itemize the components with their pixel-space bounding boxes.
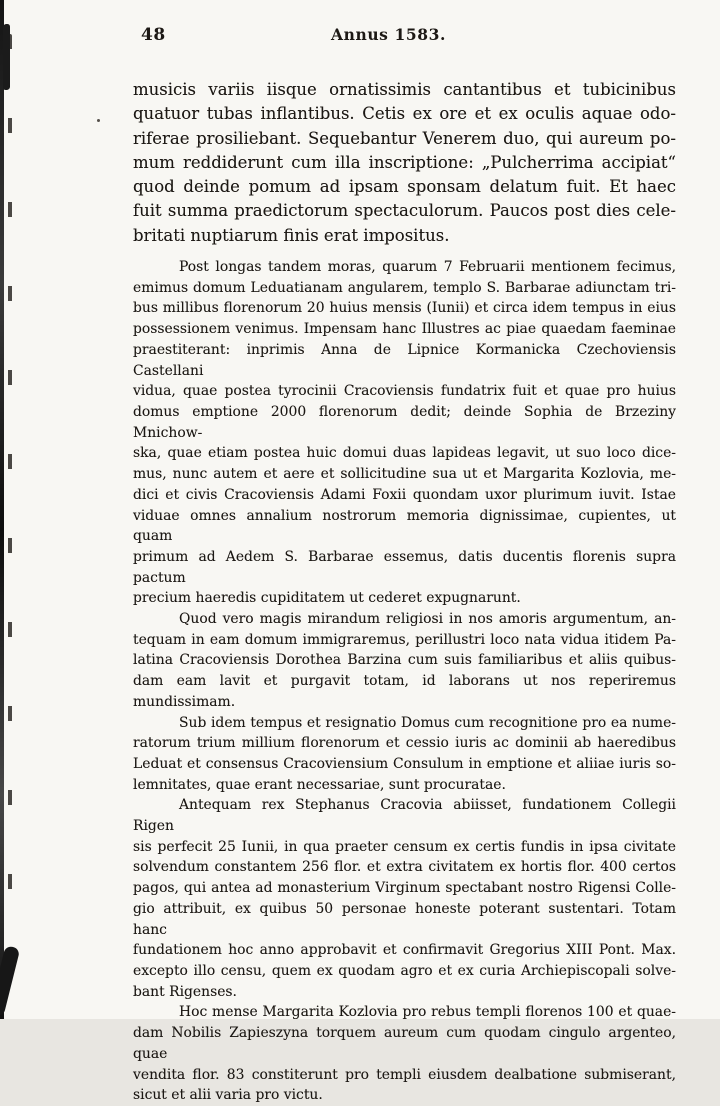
text-line: vidua, quae postea tyrocinii Cracoviensis fundatrix fuit et quae pro huius (133, 383, 676, 400)
text-line: mum reddiderunt cum illa inscriptione: „Pulcherrima accipiat“ (133, 152, 676, 172)
text-line: ratorum trium millium florenorum et cessio iuris ac dominii ab haeredibus (133, 735, 676, 752)
text-line: praestiterant: inprimis Anna de Lipnice Kormanicka Czechoviensis Castellani (133, 341, 676, 379)
text-line: bus millibus florenorum 20 huius mensis (Iunii) et circa idem tempus in eius (133, 300, 676, 317)
scan-artifact-top-blob (3, 24, 10, 91)
text-line: tequam in eam domum immigraremus, perillustri loco nata vidua itidem Pa- (133, 631, 676, 648)
text-line: dici et civis Cracoviensis Adami Foxii quondam uxor plurimum iuvit. Istae (133, 486, 676, 503)
scan-artifact-gutter-dashes (8, 34, 12, 994)
text-line: latina Cracoviensis Dorothea Barzina cum suis familiaribus et aliis quibus- (133, 652, 676, 669)
paragraph (133, 1002, 676, 1106)
text-line: precium haeredis cupiditatem ut cederet expugnarunt. (133, 590, 521, 607)
text-line: possessionem venimus. Impensam hanc Illustres ac piae quaedam faeminae (133, 321, 676, 338)
text-line: fuit summa praedictorum spectaculorum. Paucos post dies cele- (133, 201, 676, 221)
text-line: Sub idem tempus et resignatio Domus cum recognitione pro ea nume- (179, 714, 676, 731)
text-line: mus, nunc autem et aere et sollicitudine sua ut et Margarita Kozlovia, me- (133, 466, 676, 483)
text-line: dam eam lavit et purgavit totam, id laborans ut nos reperiremus mundissimam. (133, 673, 676, 710)
page-header (133, 25, 676, 49)
text-line: quatuor tubas inflantibus. Cetis ex ore et ex oculis aquae odo- (133, 104, 676, 124)
paragraph (133, 609, 676, 713)
text-line: Antequam rex Stephanus Cracovia abiisset, fundationem Collegii Rigen (133, 797, 676, 835)
text-line: ska, quae etiam postea huic domui duas lapideas legavit, ut suo loco dice- (133, 445, 676, 462)
text-line: pagos, qui antea ad monasterium Virginum spectabant nostro Rigensi Colle- (133, 880, 676, 897)
paragraph (133, 257, 676, 609)
text-line: emimus domum Leduatianam angularem, templo S. Barbarae adiunctam tri- (133, 279, 676, 296)
text-line: sicut et alii varia pro victu. (133, 1087, 323, 1104)
text-line: primum ad Aedem S. Barbarae essemus, datis ducentis florenis supra pactum (133, 548, 676, 586)
page-text (133, 78, 676, 1106)
text-line: Quod vero magis mirandum religiosi in nos amoris argumentum, an- (179, 611, 676, 628)
paragraph (133, 795, 676, 1002)
text-line: excepto illo censu, quem ex quodam agro et ex curia Archiepiscopali solve- (133, 962, 676, 979)
text-line: gio attribuit, ex quibus 50 personae honeste poterant sustentari. Totam hanc (133, 900, 676, 938)
text-line: sis perfecit 25 Iunii, in qua praeter censum ex certis fundis in ipsa civitate (133, 838, 676, 855)
text-line: lemnitates, quae erant necessariae, sunt procuratae. (133, 776, 506, 793)
scan-artifact-left-edge (0, 0, 4, 1019)
text-line: bant Rigenses. (133, 983, 237, 1000)
text-line: solvendum constantem 256 flor. et extra civitatem ex hortis flor. 400 certos (133, 859, 676, 876)
page-number: 48 (141, 25, 166, 45)
text-line: Hoc mense Margarita Kozlovia pro rebus templi florenos 100 et quae- (179, 1004, 676, 1021)
text-line: vendita flor. 83 constiterunt pro templi eiusdem dealbatione submiserant, (133, 1066, 676, 1083)
running-title: Annus 1583. (330, 25, 447, 44)
paragraph (133, 78, 676, 248)
text-line: musicis variis iisque ornatissimis cantantibus et tubicinibus (133, 80, 676, 99)
text-line: riferae prosiliebant. Sequebantur Venerem duo, qui aureum po- (133, 128, 676, 148)
text-line: domus emptione 2000 florenorum dedit; deinde Sophia de Brzeziny Mnichow- (133, 404, 676, 441)
text-line: viduae omnes annalium nostrorum memoria dignissimae, cupientes, ut quam (133, 507, 676, 545)
text-line: Post longas tandem moras, quarum 7 Februarii mentionem fecimus, (179, 259, 676, 276)
text-line: dam Nobilis Zapieszyna torquem aureum cum quodam cingulo argenteo, quae (133, 1025, 676, 1062)
text-line: quod deinde pomum ad ipsam sponsam delatum fuit. Et haec (133, 177, 676, 197)
text-line: fundationem hoc anno approbavit et confirmavit Gregorius XIII Pont. Max. (133, 942, 676, 959)
scan-artifact-speck (97, 119, 100, 122)
text-line: Leduat et consensus Cracoviensium Consulum in emptione et aliiae iuris so- (133, 755, 676, 772)
scan-artifact-bottom-stroke (0, 945, 20, 1017)
paragraph (133, 713, 676, 796)
text-line: britati nuptiarum finis erat impositus. (133, 225, 450, 245)
